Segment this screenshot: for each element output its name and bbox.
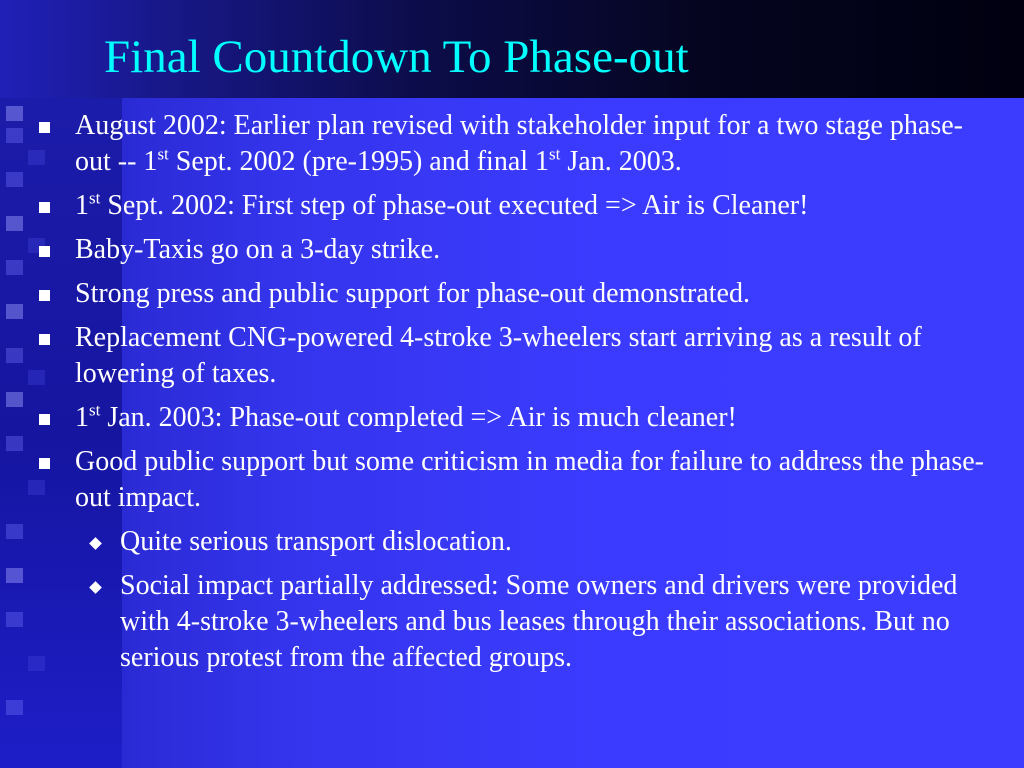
- bullet-item: [36, 320, 996, 392]
- bullet-item: [36, 276, 996, 312]
- square-bullet-icon: [39, 246, 50, 257]
- diamond-bullet-icon: [89, 537, 102, 550]
- bullet-item: [36, 188, 996, 224]
- superscript-ordinal: st: [89, 188, 101, 208]
- bullet-item: [36, 108, 996, 180]
- decor-square: [6, 700, 23, 715]
- decor-square: [6, 436, 23, 451]
- bullet-item: [36, 444, 996, 516]
- bullet-text: Baby-Taxis go on a 3-day strike.: [75, 234, 441, 265]
- sub-bullet-text: Social impact partially addressed: Some owners and drivers were provided with 4-stroke 3-wheelers and bus leases through their associations. But no serious protest from the affected groups.: [120, 570, 958, 673]
- bullet-text: Strong press and public support for phase-out demonstrated.: [75, 278, 750, 309]
- square-bullet-icon: [39, 458, 50, 469]
- square-bullet-icon: [39, 202, 50, 213]
- bullet-text: 1: [75, 402, 89, 433]
- square-bullet-icon: [39, 122, 50, 133]
- decor-square: [6, 348, 23, 363]
- decor-square: [6, 612, 23, 627]
- bullet-text: Replacement CNG-powered 4-stroke 3-wheelers start arriving as a result of lowering of taxes.: [75, 322, 922, 389]
- bullet-text: 1: [75, 190, 89, 221]
- bullet-text: August 2002: Earlier plan revised with stakeholder input for a two stage phase-out -- 1: [75, 110, 963, 177]
- square-bullet-icon: [39, 290, 50, 301]
- bullet-item: [36, 400, 996, 436]
- diamond-bullet-icon: [89, 581, 102, 594]
- bullet-text: Sept. 2002: First step of phase-out executed => Air is Cleaner!: [100, 190, 809, 221]
- slide-title: Final Countdown To Phase-out: [104, 31, 689, 83]
- decor-square: [6, 304, 23, 319]
- bullet-text: Good public support but some criticism in media for failure to address the phase-out impact.: [75, 446, 985, 513]
- bullet-text: Sept. 2002 (pre-1995) and final 1: [168, 146, 550, 177]
- superscript-ordinal: st: [157, 144, 169, 164]
- decor-square: [6, 392, 23, 407]
- decor-square: [6, 106, 23, 121]
- bullet-item: [36, 232, 996, 268]
- decor-square: [6, 524, 23, 539]
- bullet-text: Jan. 2003.: [560, 146, 682, 177]
- decor-square: [6, 260, 23, 275]
- sub-bullet-item: [36, 568, 996, 676]
- decor-square: [6, 568, 23, 583]
- sub-bullet-text: Quite serious transport dislocation.: [120, 526, 512, 557]
- square-bullet-icon: [39, 414, 50, 425]
- bullet-text: Jan. 2003: Phase-out completed => Air is much cleaner!: [100, 402, 737, 433]
- sub-bullet-item: [36, 524, 996, 560]
- decor-square: [6, 216, 23, 231]
- decor-square: [6, 128, 23, 143]
- slide-content: [36, 108, 996, 684]
- superscript-ordinal: st: [549, 144, 561, 164]
- square-bullet-icon: [39, 334, 50, 345]
- superscript-ordinal: st: [89, 400, 101, 420]
- decor-square: [6, 172, 23, 187]
